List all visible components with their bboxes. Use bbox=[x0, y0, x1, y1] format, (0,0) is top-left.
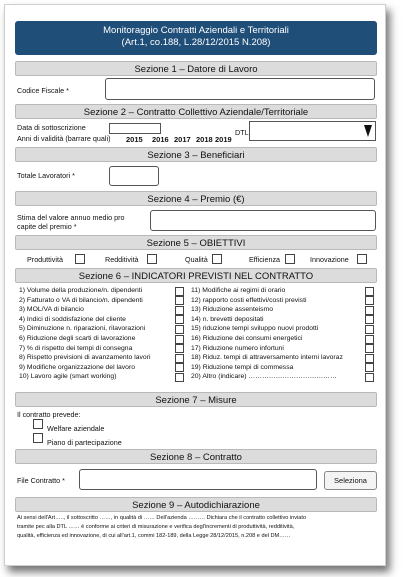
obiettivo-efficienza-checkbox[interactable] bbox=[285, 254, 295, 264]
indicator-checkbox[interactable] bbox=[175, 325, 184, 334]
obiettivo-qualita-label: Qualità bbox=[185, 255, 208, 264]
autodichiarazione-text-3: qualità, efficienza ed innovazione, di cui all'art.1, commi 182-189, della Legge 28/12/2015, n.208 e del DM…… bbox=[17, 533, 291, 539]
indicator-label: 8) Rispetto previsioni di avanzamento lavori bbox=[19, 354, 151, 362]
data-sottoscrizione-input[interactable] bbox=[109, 123, 161, 134]
section-5-header: Sezione 5 – OBIETTIVI bbox=[15, 235, 377, 250]
indicator-label: 14) n. brevetti depositati bbox=[191, 315, 264, 323]
form-header bbox=[15, 21, 377, 55]
indicator-label: 9) Modifiche organizzazione del lavoro bbox=[19, 363, 135, 371]
obiettivo-efficienza-label: Efficienza bbox=[249, 255, 281, 264]
codice-fiscale-input[interactable] bbox=[105, 78, 375, 100]
indicator-label: 20) Altro (indicare) ………………………………… bbox=[191, 373, 337, 381]
indicator-checkbox[interactable] bbox=[175, 306, 184, 315]
indicator-checkbox[interactable] bbox=[175, 296, 184, 305]
autodichiarazione-text-2: tramite pec alla DTL …… è conforme ai criteri di misurazione e verifica degl'incrementi di produttività, redditività, bbox=[17, 524, 295, 530]
dropdown-arrow-icon[interactable] bbox=[364, 125, 372, 137]
indicator-checkbox[interactable] bbox=[175, 344, 184, 353]
indicator-label: 18) Riduz. tempi di attraversamento interni lavoraz bbox=[191, 354, 343, 362]
stima-premio-input[interactable] bbox=[150, 210, 376, 231]
indicator-checkbox[interactable] bbox=[175, 363, 184, 372]
indicator-label: 2) Fatturato o VA di bilancio/n. dipendenti bbox=[19, 296, 143, 304]
section-3-header: Sezione 3 – Beneficiari bbox=[15, 147, 377, 162]
obiettivo-qualita-checkbox[interactable] bbox=[212, 254, 222, 264]
indicator-label: 7) % di rispetto dei tempi di consegna bbox=[19, 344, 133, 352]
indicator-checkbox[interactable] bbox=[365, 373, 374, 382]
section-8-header: Sezione 8 – Contratto bbox=[15, 449, 377, 464]
indicator-checkbox[interactable] bbox=[175, 373, 184, 382]
indicator-label: 12) rapporto costi effettivi/costi previsti bbox=[191, 296, 307, 304]
indicator-checkbox[interactable] bbox=[365, 335, 374, 344]
indicator-checkbox[interactable] bbox=[365, 296, 374, 305]
header-title: Monitoraggio Contratti Aziendali e Territoriali bbox=[103, 25, 289, 36]
section-9-header: Sezione 9 – Autodichiarazione bbox=[15, 497, 377, 512]
indicator-checkbox[interactable] bbox=[175, 287, 184, 296]
section-2-header: Sezione 2 – Contratto Collettivo Aziendale/Territoriale bbox=[15, 104, 377, 119]
year-2018[interactable]: 2018 bbox=[196, 135, 213, 144]
dtl-select[interactable] bbox=[249, 121, 376, 141]
obiettivo-redditivita-label: Redditività bbox=[105, 255, 139, 264]
obiettivo-produttivita-label: Produttività bbox=[27, 255, 63, 264]
year-2019[interactable]: 2019 bbox=[215, 135, 232, 144]
seleziona-button[interactable]: Seleziona bbox=[324, 471, 377, 490]
stima-premio-label-line2: capite del premio * bbox=[17, 222, 77, 231]
section-4-header: Sezione 4 – Premio (€) bbox=[15, 191, 377, 206]
codice-fiscale-label: Codice Fiscale * bbox=[17, 86, 69, 95]
indicator-label: 6) Riduzione degli scarti di lavorazione bbox=[19, 335, 136, 342]
indicator-label: 15) riduzione tempi sviluppo nuovi prodotti bbox=[191, 325, 319, 333]
year-2017[interactable]: 2017 bbox=[174, 135, 191, 144]
indicator-checkbox[interactable] bbox=[365, 344, 374, 353]
indicator-label: 10) Lavoro agile (smart working) bbox=[19, 373, 117, 381]
welfare-label: Welfare aziendale bbox=[47, 424, 105, 433]
stima-premio-label-line1: Stima del valore annuo medio pro bbox=[17, 213, 125, 222]
section-6-header: Sezione 6 – INDICATORI PREVISTI NEL CONTRATTO bbox=[15, 268, 377, 283]
obiettivo-innovazione-label: Innovazione bbox=[310, 255, 349, 264]
indicator-checkbox[interactable] bbox=[365, 306, 374, 315]
indicator-checkbox[interactable] bbox=[365, 363, 374, 372]
header-subtitle: (Art.1, co.188, L.28/12/2015 N.208) bbox=[121, 37, 271, 48]
welfare-checkbox[interactable] bbox=[33, 419, 43, 429]
year-2015[interactable]: 2015 bbox=[126, 135, 143, 144]
indicator-label: 1) Volume della produzione/n. dipendenti bbox=[19, 287, 143, 294]
indicator-label: 16) Riduzione dei consumi energetici bbox=[191, 335, 303, 342]
data-sottoscrizione-label: Data di sottoscrizione bbox=[17, 123, 86, 132]
contratto-prevede-label: Il contratto prevede: bbox=[17, 410, 81, 419]
totale-lavoratori-input[interactable] bbox=[109, 166, 159, 186]
indicator-checkbox[interactable] bbox=[365, 287, 374, 296]
dtl-label: DTL bbox=[235, 128, 249, 137]
indicator-label: 19) Riduzione tempi di commessa bbox=[191, 363, 294, 371]
piano-partecipazione-label: Piano di partecipazione bbox=[47, 438, 122, 447]
autodichiarazione-text-1: Ai sensi dell'Art….., il sottoscritto ……, in qualità di …… Dell'azienda ……… Dichiara che il contratto collettivo inviato bbox=[17, 515, 307, 521]
indicator-label: 3) MOL/VA di bilancio bbox=[19, 306, 84, 314]
obiettivo-produttivita-checkbox[interactable] bbox=[75, 254, 85, 264]
year-2016[interactable]: 2016 bbox=[152, 135, 169, 144]
section-7-header: Sezione 7 – Misure bbox=[15, 392, 377, 407]
piano-partecipazione-checkbox[interactable] bbox=[33, 433, 43, 443]
anni-validita-label: Anni di validità (barrare quali) bbox=[17, 134, 111, 143]
indicator-checkbox[interactable] bbox=[365, 325, 374, 334]
section-1-header: Sezione 1 – Datore di Lavoro bbox=[15, 61, 377, 76]
indicator-label: 17) Riduzione numero infortuni bbox=[191, 344, 284, 352]
indicator-checkbox[interactable] bbox=[175, 354, 184, 363]
file-contratto-label: File Contratto * bbox=[17, 476, 65, 485]
indicator-label: 4) Indici di soddisfazione del cliente bbox=[19, 315, 126, 323]
indicator-checkbox[interactable] bbox=[365, 315, 374, 324]
indicator-label: 11) Modifiche ai regimi di orario bbox=[191, 287, 286, 294]
indicator-checkbox[interactable] bbox=[175, 335, 184, 344]
obiettivo-redditivita-checkbox[interactable] bbox=[147, 254, 157, 264]
form-page bbox=[4, 4, 386, 566]
indicator-label: 5) Diminuzione n. riparazioni, rilavorazioni bbox=[19, 325, 146, 333]
indicator-checkbox[interactable] bbox=[365, 354, 374, 363]
obiettivo-innovazione-checkbox[interactable] bbox=[357, 254, 367, 264]
indicator-label: 13) Riduzione assenteismo bbox=[191, 306, 273, 314]
indicator-checkbox[interactable] bbox=[175, 315, 184, 324]
totale-lavoratori-label: Totale Lavoratori * bbox=[17, 171, 75, 180]
file-contratto-input[interactable] bbox=[79, 469, 317, 490]
